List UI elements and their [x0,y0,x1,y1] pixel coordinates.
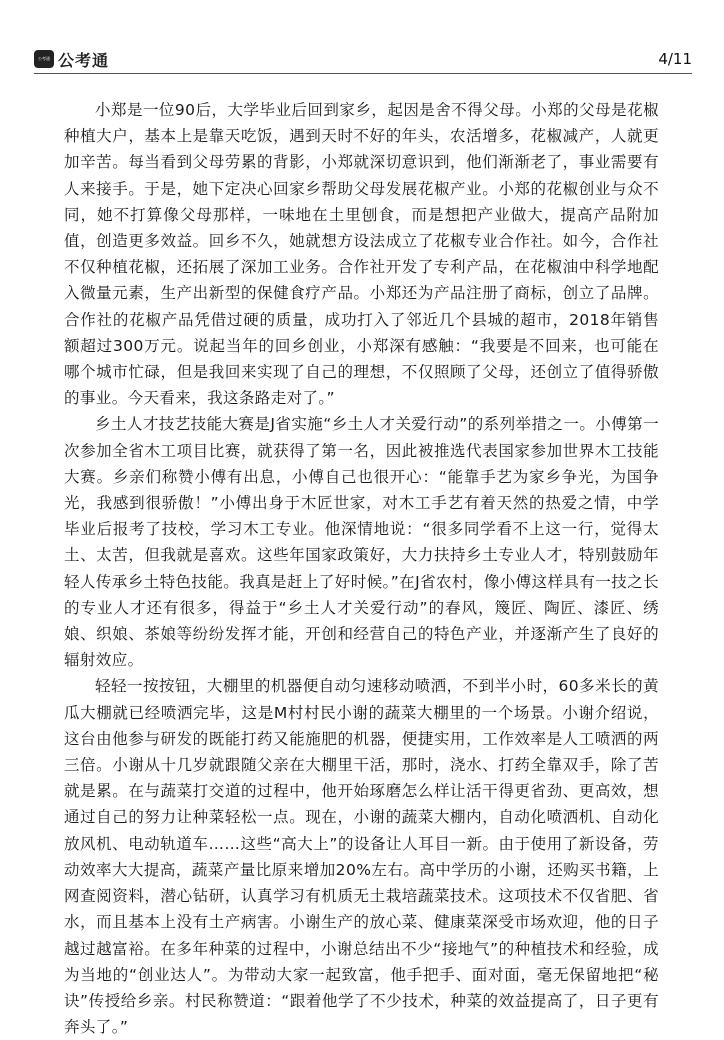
logo-icon: 公考通 [34,50,54,68]
page-header [34,44,692,74]
paragraph-1: 小郑是一位90后，大学毕业后回到家乡，起因是舍不得父母。小郑的父母是花椒种植大户，基本上是靠天吃饭，遇到天时不好的年头，农活增多，花椒减产，人就更加辛苦。每当看到父母劳累的背影，小郑就深切意识到，他们渐渐老了，事业需要有人来接手。于是，她下定决心回家乡帮助父母发展花椒产业。小郑的花椒创业与众不同，她不打算像父母那样，一味地在土里刨食，而是想把产业做大，提高产品附加值，创造更多效益。回乡不久，她就想方设法成立了花椒专业合作社。如今，合作社不仅种植花椒，还拓展了深加工业务。合作社开发了专利产品，在花椒油中科学地配入微量元素，生产出新型的保健食疗产品。小郑还为产品注册了商标，创立了品牌。合作社的花椒产品凭借过硬的质量，成功打入了邻近几个县城的超市，2018年销售额超过300万元。说起当年的回乡创业，小郑深有感触：“我要是不回来，也可能在哪个城市忙碌，但是我回来实现了自己的理想，不仅照顾了父母，还创立了值得骄傲的事业。今天看来，我这条路走对了。” [64,101,659,408]
brand-name: 公考通 [58,51,110,70]
paragraph-2: 乡土人才技艺技能大赛是J省实施“乡土人才关爱行动”的系列举措之一。小傅第一次参加全省木工项目比赛，就获得了第一名，因此被推选代表国家参加世界木工技能大赛。乡亲们称赞小傅有出息，小傅自己也很开心：“能靠手艺为家乡争光，为国争光，我感到很骄傲！”小傅出身于木匠世家，对木工手艺有着天然的热爱之情，中学毕业后报考了技校，学习木工专业。他深情地说：“很多同学看不上这一行，觉得太土、太苦，但我就是喜欢。这些年国家政策好，大力扶持乡土专业人才，特别鼓励年轻人传承乡土特色技能。我真是赶上了好时候。”在J省农村，像小傅这样具有一技之长的专业人才还有很多，得益于“乡土人才关爱行动”的春风，篾匠、陶匠、漆匠、绣娘、织娘、茶娘等纷纷发挥才能，开创和经营自己的特色产业，并逐渐产生了良好的辐射效应。 [64,415,659,670]
paragraph-3: 轻轻一按按钮，大棚里的机器便自动匀速移动喷洒，不到半小时，60多米长的黄瓜大棚就已经喷洒完毕，这是M村村民小谢的蔬菜大棚里的一个场景。小谢介绍说，这台由他参与研发的既能打药又能施肥的机器，便捷实用，工作效率是人工喷洒的两三倍。小谢从十几岁就跟随父亲在大棚里干活，那时，浇水、打药全靠双手，除了苦就是累。在与蔬菜打交道的过程中，他开始琢磨怎么样让活干得更省劲、更高效，想通过自己的努力让种菜轻松一点。现在，小谢的蔬菜大棚内，自动化喷洒机、自动化放风机、电动轨道车……这些“高大上”的设备让人耳目一新。由于使用了新设备，劳动效率大大提高，蔬菜产量比原来增加20%左右。高中学历的小谢，还购买书籍，上网查阅资料，潜心钻研，认真学习有机质无土栽培蔬菜技术。这项技术不仅省肥、省水，而且基本上没有土产病害。小谢生产的放心菜、健康菜深受市场欢迎，他的日子越过越富裕。在多年种菜的过程中，小谢总结出不少“接地气”的种植技术和经验，成为当地的“创业达人”。为带动大家一起致富，他手把手、面对面，毫无保留地把“秘诀”传授给乡亲。村民称赞道：“跟着他学了不少技术，种菜的效益提高了，日子更有奔头了。” [64,677,659,1037]
page-number: 4/11 [658,50,692,68]
header-divider [34,73,692,74]
document-body [64,97,659,1040]
